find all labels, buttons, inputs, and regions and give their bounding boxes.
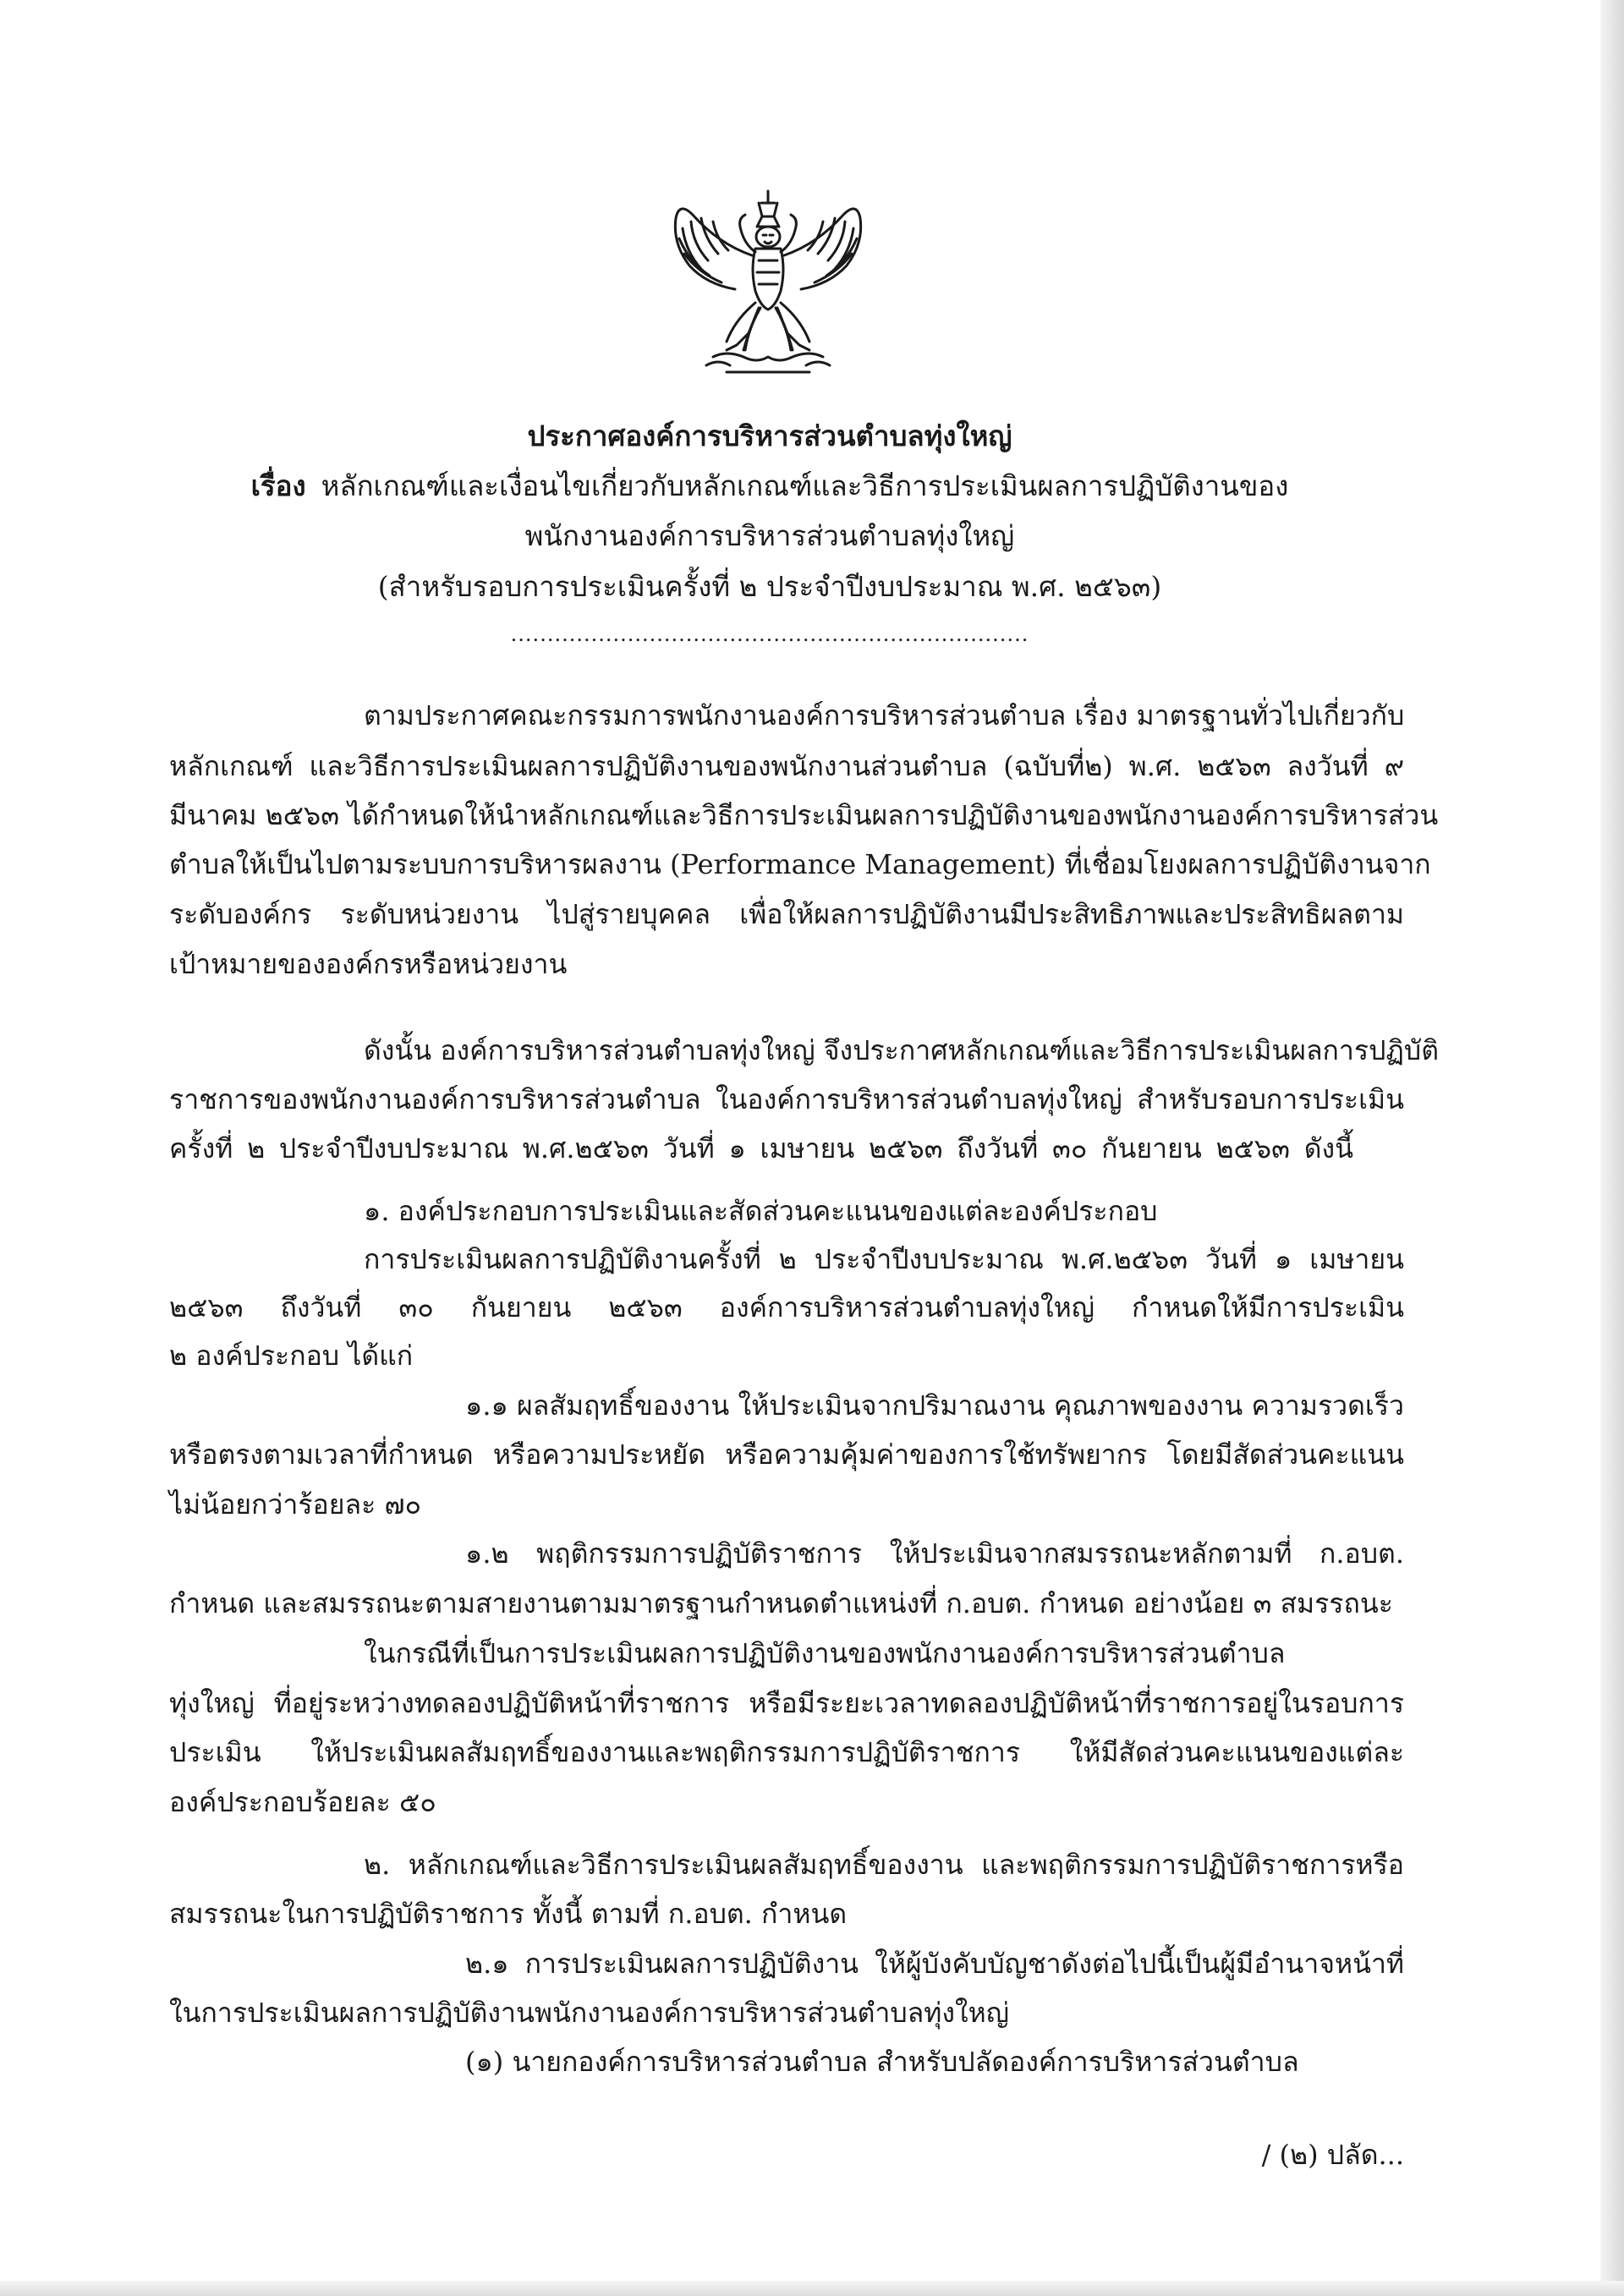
body-line: ในการประเมินผลการปฏิบัติงานพนักงานองค์การบริหารส่วนตำบลทุ่งใหญ่ bbox=[169, 1997, 1009, 2029]
subject-text: หลักเกณฑ์และเงื่อนไขเกี่ยวกับหลักเกณฑ์และวิธีการประเมินผลการปฏิบัติงานของ bbox=[321, 469, 1289, 502]
body-line: (๑) นายกองค์การบริหารส่วนตำบล สำหรับปลัดองค์การบริหารส่วนตำบล bbox=[465, 2046, 1299, 2078]
subject-line bbox=[0, 468, 1539, 505]
garuda-emblem bbox=[667, 184, 869, 379]
body-line: หรือตรงตามเวลาที่กำหนด หรือความประหยัด หรือความคุ้มค่าของการใช้ทรัพยากร โดยมีสัดส่วนคะแนน bbox=[169, 1438, 1404, 1471]
subject-label: เรื่อง bbox=[250, 469, 306, 502]
body-line: เป้าหมายขององค์กรหรือหน่วยงาน bbox=[169, 948, 568, 980]
body-line: มีนาคม ๒๕๖๓ ได้กำหนดให้นำหลักเกณฑ์และวิธีการประเมินผลการปฏิบัติงานของพนักงานองค์การบริหารส่วน bbox=[169, 799, 1439, 831]
body-line: ประเมิน ให้ประเมินผลสัมฤทธิ์ของงานและพฤติกรรมการปฏิบัติราชการ ให้มีสัดส่วนคะแนนของแต่ละ bbox=[169, 1736, 1404, 1768]
subject-text-continued: พนักงานองค์การบริหารส่วนตำบลทุ่งใหญ่ bbox=[524, 519, 1015, 552]
body-line: หลักเกณฑ์ และวิธีการประเมินผลการปฏิบัติงานของพนักงานส่วนตำบล (ฉบับที่๒) พ.ศ. ๒๕๖๓ ลงวันที่ ๙ bbox=[169, 750, 1405, 782]
body-line: การประเมินผลการปฏิบัติงานครั้งที่ ๒ ประจำปีงบประมาณ พ.ศ.๒๕๖๓ วันที่ ๑ เมษายน bbox=[364, 1243, 1404, 1275]
separator-line: ....................................................................... bbox=[510, 622, 1029, 646]
body-line: ตามประกาศคณะกรรมการพนักงานองค์การบริหารส่วนตำบล เรื่อง มาตรฐานทั่วไปเกี่ยวกับ bbox=[364, 699, 1405, 732]
body-line: ตำบลให้เป็นไปตามระบบการบริหารผลงาน (Performance Management) ที่เชื่อมโยงผลการปฏิบัติงานจาก bbox=[169, 848, 1431, 880]
section-heading: ๑. องค์ประกอบการประเมินและสัดส่วนคะแนนของแต่ละองค์ประกอบ bbox=[364, 1195, 1158, 1227]
scan-edge-bottom bbox=[0, 2281, 1624, 2296]
body-line: ๒ องค์ประกอบ ได้แก่ bbox=[169, 1340, 414, 1372]
body-line: ราชการของพนักงานองค์การบริหารส่วนตำบล ในองค์การบริหารส่วนตำบลทุ่งใหญ่ สำหรับรอบการประเมิน bbox=[169, 1083, 1404, 1115]
body-line: ไม่น้อยกว่าร้อยละ ๗๐ bbox=[169, 1488, 422, 1521]
body-line: ระดับองค์กร ระดับหน่วยงาน ไปสู่รายบุคคล เพื่อให้ผลการปฏิบัติงานมีประสิทธิภาพและประสิทธิผลตาม bbox=[169, 898, 1404, 930]
body-line: ทุ่งใหญ่ ที่อยู่ระหว่างทดลองปฏิบัติหน้าที่ราชการ หรือมีระยะเวลาทดลองปฏิบัติหน้าที่ราชการอยู่ในรอบการ bbox=[169, 1687, 1404, 1719]
body-line: ดังนั้น องค์การบริหารส่วนตำบลทุ่งใหญ่ จึงประกาศหลักเกณฑ์และวิธีการประเมินผลการปฏิบัติ bbox=[364, 1034, 1439, 1066]
body-line: ๒๕๖๓ ถึงวันที่ ๓๐ กันยายน ๒๕๖๓ องค์การบริหารส่วนตำบลทุ่งใหญ่ กำหนดให้มีการประเมิน bbox=[169, 1291, 1404, 1323]
evaluation-round: (สำหรับรอบการประเมินครั้งที่ ๒ ประจำปีงบประมาณ พ.ศ. ๒๕๖๓) bbox=[377, 570, 1162, 603]
scan-edge-right bbox=[1600, 0, 1624, 2296]
announcement-title: ประกาศองค์การบริหารส่วนตำบลทุ่งใหญ่ bbox=[527, 419, 1012, 452]
body-line: กำหนด และสมรรถนะตามสายงานตามมาตรฐานกำหนดตำแหน่งที่ ก.อบต. กำหนด อย่างน้อย ๓ สมรรถนะ bbox=[169, 1587, 1393, 1619]
body-line: ๒.๑ การประเมินผลการปฏิบัติงาน ให้ผู้บังคับบัญชาดังต่อไปนี้เป็นผู้มีอำนาจหน้าที่ bbox=[465, 1948, 1404, 1980]
body-line: องค์ประกอบร้อยละ ๕๐ bbox=[169, 1786, 436, 1818]
body-line: ครั้งที่ ๒ ประจำปีงบประมาณ พ.ศ.๒๕๖๓ วันที่ ๑ เมษายน ๒๕๖๓ ถึงวันที่ ๓๐ กันยายน ๒๕๖๓ ดังนี้ bbox=[169, 1132, 1353, 1164]
body-line: ในกรณีที่เป็นการประเมินผลการปฏิบัติงานของพนักงานองค์การบริหารส่วนตำบล bbox=[364, 1637, 1286, 1669]
body-line: ๑.๑ ผลสัมฤทธิ์ของงาน ให้ประเมินจากปริมาณงาน คุณภาพของงาน ความรวดเร็ว bbox=[465, 1389, 1404, 1422]
page-continuation: / (๒) ปลัด... bbox=[1261, 2139, 1404, 2171]
body-line: ๑.๒ พฤติกรรมการปฏิบัติราชการ ให้ประเมินจากสมรรถนะหลักตามที่ ก.อบต. bbox=[465, 1537, 1404, 1570]
body-line: สมรรถนะในการปฏิบัติราชการ ทั้งนี้ ตามที่ ก.อบต. กำหนด bbox=[169, 1898, 848, 1930]
section-heading: ๒. หลักเกณฑ์และวิธีการประเมินผลสัมฤทธิ์ของงาน และพฤติกรรมการปฏิบัติราชการหรือ bbox=[364, 1849, 1404, 1881]
